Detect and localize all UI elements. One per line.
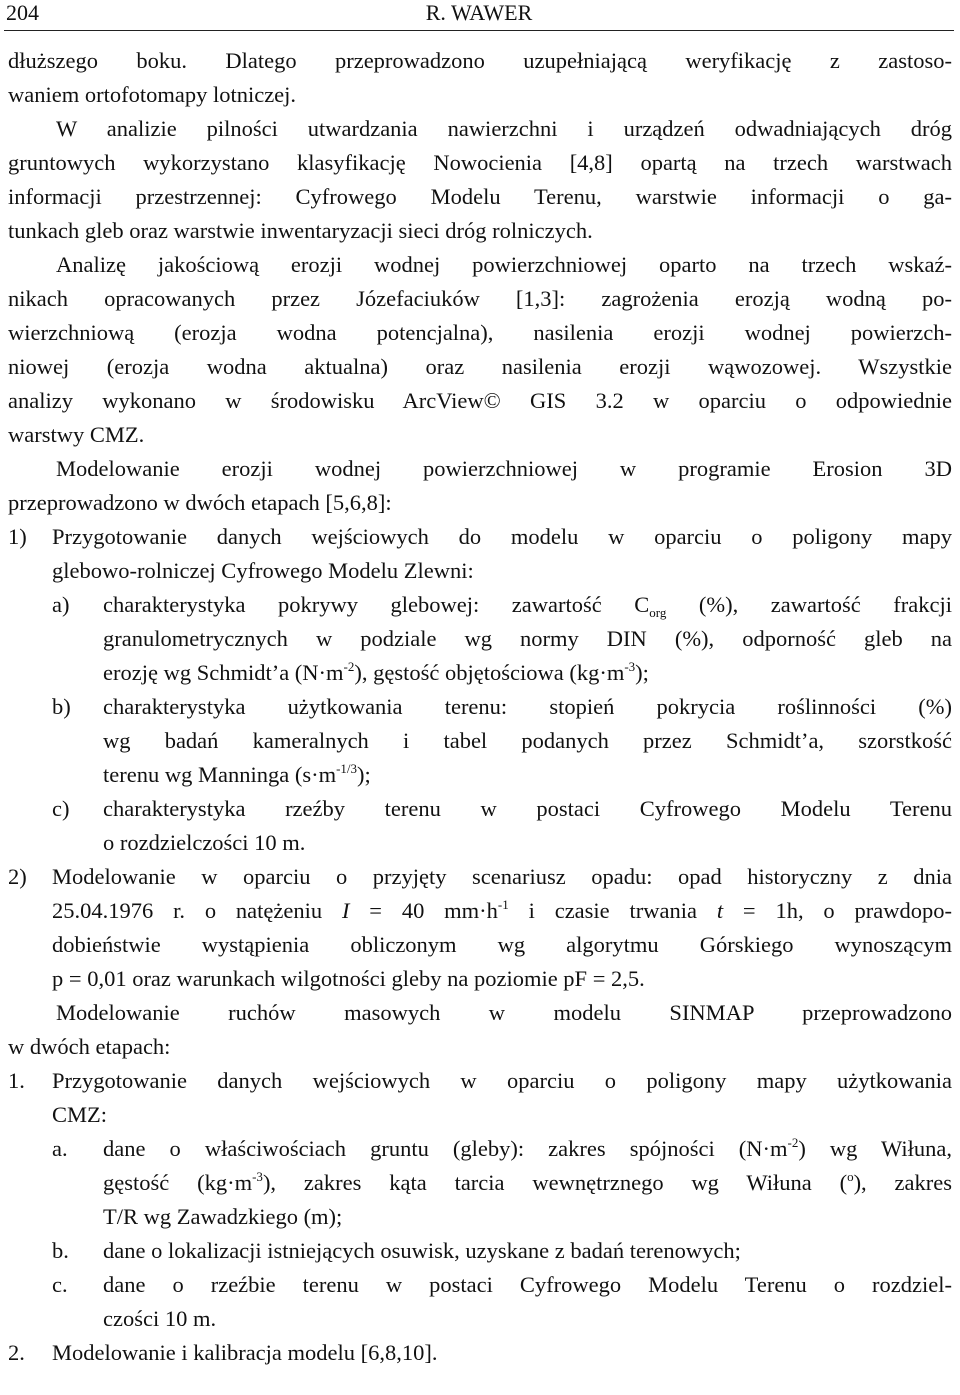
text-span: i czasie trwania xyxy=(508,898,717,923)
italic-symbol: t xyxy=(716,898,724,923)
text-line: p = 0,01 oraz warunkach wilgotności gleby na poziomie pF = 2,5. xyxy=(52,966,645,991)
text-line: dane o lokalizacji istniejących osuwisk, uzyskane z badań terenowych; xyxy=(103,1238,741,1263)
text-line: dobieństwie wystąpienia obliczonym wg algorytmu Górskiego wynoszącym xyxy=(52,932,952,957)
superscript: -3 xyxy=(624,659,636,674)
text-line xyxy=(103,590,952,620)
text-line: w dwóch etapach: xyxy=(8,1034,171,1059)
text-line: waniem ortofotomapy lotniczej. xyxy=(8,82,297,107)
text-line: dłuższego boku. Dlatego przeprowadzono uzupełniającą weryfikację z zastoso- xyxy=(8,48,952,73)
text-span: erozję wg Schmidt’a (N·m xyxy=(103,660,344,685)
text-line: przeprowadzono w dwóch etapach [5,6,8]: xyxy=(8,490,392,515)
superscript: o xyxy=(847,1169,854,1184)
text-line: czości 10 m. xyxy=(103,1306,217,1331)
text-line: T/R wg Zawadzkiego (m); xyxy=(103,1204,343,1229)
text-span: (%), zawartość frakcji xyxy=(666,592,952,617)
text-line: Przygotowanie danych wejściowych w oparciu o poligony mapy użytkowania xyxy=(52,1068,952,1093)
italic-symbol: I xyxy=(341,898,350,923)
page-header xyxy=(4,0,954,31)
text-line xyxy=(103,1168,952,1198)
text-line: W analizie pilności utwardzania nawierzchni i urządzeń odwadniających dróg xyxy=(56,116,952,141)
text-line: glebowo-rolniczej Cyfrowego Modelu Zlewni: xyxy=(52,558,474,583)
superscript: -3 xyxy=(252,1169,263,1184)
text-line: Modelowanie w oparciu o przyjęty scenariusz opadu: opad historyczny z dnia xyxy=(52,864,952,889)
superscript: -1/3 xyxy=(336,761,358,776)
text-span: charakterystyka pokrywy glebowej: zawartość C xyxy=(103,592,650,617)
text-line xyxy=(52,896,952,926)
running-head-author: R. WAWER xyxy=(425,0,533,25)
text-line: informacji przestrzennej: Cyfrowego Modelu Terenu, warstwie informacji o ga- xyxy=(8,184,952,209)
list-letter: b) xyxy=(52,694,71,719)
text-line xyxy=(103,658,649,688)
text-line: wierzchniową (erozja wodna potencjalna), nasilenia erozji wodnej powierzch- xyxy=(8,320,952,345)
list-letter: c) xyxy=(52,796,70,821)
text-line: Analizę jakościową erozji wodnej powierzchniowej oparto na trzech wskaź- xyxy=(56,252,952,277)
list-letter: a. xyxy=(52,1136,68,1161)
text-line: CMZ: xyxy=(52,1102,108,1127)
list-number: 2) xyxy=(8,864,27,889)
text-line: gruntowych wykorzystano klasyfikację Nowocienia [4,8] opartą na trzech warstwach xyxy=(8,150,952,175)
text-span: dane o właściwościach gruntu (gleby): zakres spójności (N·m xyxy=(103,1136,788,1161)
text-span: gęstość (kg·m xyxy=(103,1170,253,1195)
list-number: 1) xyxy=(8,524,27,549)
text-line: Przygotowanie danych wejściowych do modelu w oparciu o poligony mapy xyxy=(52,524,952,549)
text-line: tunkach gleb oraz warstwie inwentaryzacji sieci dróg rolniczych. xyxy=(8,218,593,243)
text-line: charakterystyka rzeźby terenu w postaci Cyfrowego Modelu Terenu xyxy=(103,796,952,821)
text-line: dane o rzeźbie terenu w postaci Cyfrowego Modelu Terenu o rozdziel- xyxy=(103,1272,952,1297)
text-span: ), zakres kąta tarcia wewnętrznego wg Wiłuna ( xyxy=(262,1170,848,1195)
text-span: terenu wg Manninga (s·m xyxy=(103,762,337,787)
list-letter: a) xyxy=(52,592,70,617)
text-span: = 1h, o prawdopo- xyxy=(723,898,952,923)
text-line: niowej (erozja wodna aktualna) oraz nasilenia erozji wąwozowej. Wszystkie xyxy=(8,354,952,379)
text-line: warstwy CMZ. xyxy=(8,422,145,447)
list-number: 1. xyxy=(8,1068,25,1093)
text-line xyxy=(103,760,371,790)
text-line: granulometrycznych w podziale wg normy DIN (%), odporność gleb na xyxy=(103,626,952,651)
text-span: ) wg Wiłuna, xyxy=(798,1136,952,1161)
superscript: -1 xyxy=(497,897,509,912)
subscript: org xyxy=(649,605,667,620)
text-span: 25.04.1976 r. o natężeniu xyxy=(52,898,342,923)
text-line: analizy wykonano w środowisku ArcView© GIS 3.2 w oparciu o odpowiednie xyxy=(8,388,952,413)
superscript: -2 xyxy=(787,1135,799,1150)
text-span: = 40 mm·h xyxy=(349,898,498,923)
text-line: Modelowanie i kalibracja modelu [6,8,10]. xyxy=(52,1340,438,1365)
text-span: ); xyxy=(635,660,649,685)
list-letter: c. xyxy=(52,1272,68,1297)
list-number: 2. xyxy=(8,1340,25,1365)
list-letter: b. xyxy=(52,1238,69,1263)
text-line: charakterystyka użytkowania terenu: stopień pokrycia roślinności (%) xyxy=(103,694,952,719)
page-number: 204 xyxy=(6,0,39,25)
text-line: o rozdzielczości 10 m. xyxy=(103,830,306,855)
text-line: Modelowanie ruchów masowych w modelu SINMAP przeprowadzono xyxy=(56,1000,952,1025)
text-span: ); xyxy=(357,762,371,787)
text-line: nikach opracowanych przez Józefaciuków [1,3]: zagrożenia erozją wodną po- xyxy=(8,286,952,311)
text-line xyxy=(103,1134,952,1164)
text-line: wg badań kameralnych i tabel podanych przez Schmidt’a, szorstkość xyxy=(103,728,952,753)
text-line: Modelowanie erozji wodnej powierzchniowej w programie Erosion 3D xyxy=(56,456,952,481)
text-span: ), gęstość objętościowa (kg·m xyxy=(354,660,625,685)
text-span: ), zakres xyxy=(853,1170,952,1195)
superscript: -2 xyxy=(343,659,355,674)
